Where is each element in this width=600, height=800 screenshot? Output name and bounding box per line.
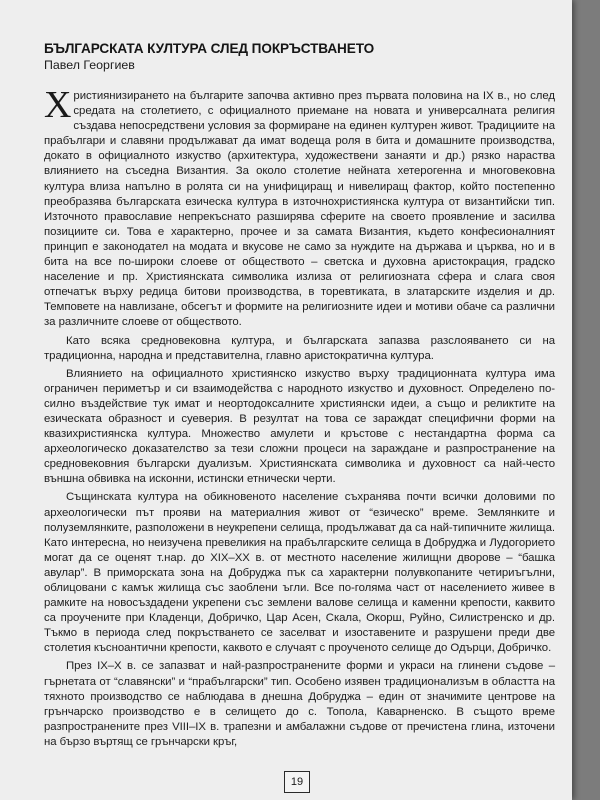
- paragraph-3: Влиянието на официалното християнско изкуство върху традиционната култура има ограничен периметър и си взаимодейства с народното изкуство и духовност. Определено по-силно въздействие тук имат и неортодоксалните християнски идеи, а също и реликтите на езическата образност и суеверия. В резултат на това се зараждат специфични форми на квазихристиянска култура. Множество амулети и кръстове с нестандартна форма са археологическо доказателство за тези сложни процеси на зараждане и разпространение на средновековния български дуализъм. Християнската символика и духовност са най-често външна обвивка на исконни, истински етнически черти.: [44, 367, 555, 486]
- paragraph-5: През IX–X в. се запазват и най-разпространените форми и украси на глинени съдове – гърнетата от “славянски” и “прабългарски” тип. Особено изявен традиционализъм в областта на тяхното производство се наблюдава в днешна Добруджа – един от значимите центрове на грънчарско производство е в селището до с. Топола, Каварненско. В същото време разпространените през VIII–IX в. трапезни и амбалажни съдове от пречистена глина, източени на бързо въртящ се грънчарски кръг,: [44, 660, 555, 748]
- page-number-box: [284, 771, 310, 793]
- paragraph-2: Като всяка средновековна култура, и българската запазва разслояването си на традиционна, народна и представителна, главно аристократична култура.: [44, 334, 555, 362]
- drop-cap: Х: [44, 84, 72, 126]
- paragraph-4: Същинската култура на обикновеното население съхранява почти всички доловими по археологически път прояви на материалния живот от “езическо” време. Землянките и полуземлянките, разположени в неукрепени селища, продължават да са най-типичните жилища. Като интересна, но неизучена превеликия на прабългарските селища в Добруджа и Лудогорието могат да се оценят т.нар. до XIX–XX в. от местното население жилищни дворове – “башка авулар”. В приморската зона на Добруджа пък са характерни полувкопаните четириъгълни, облицовани с камък жилища със заоблени ъгли. Все по-голяма част от населението живее в рамките на новосъздадени укрепени със землени валове селища и каменни крепости, каквито са проучените при Кладенци, Добричко, Цар Асен, Скала, Окорш, Руйно, Силистренско и др. Тъкмо в периода след покръстването се заселват и изоставените и разрушени преди две столетия късноантични крепости, каквото е случаят с проученото селище до Одърци, Добричко.: [44, 491, 555, 655]
- article: [44, 40, 555, 753]
- article-title: БЪЛГАРСКАТА КУЛТУРА СЛЕД ПОКРЪСТВАНЕТО: [44, 41, 375, 56]
- paragraph-1-text: ристиянизирането на българите започва активно през първата половина на IX в., но след средата на столетието, с официалното приемане на новата и универсалната религия създава непосредствени условия за формиране на единен културен живот. Традициите на прабългари и славяни продължават да имат водеща роля в бита и домашните производства, докато в официалното изкуство (архитектура, художествени занаяти и др.) рязко нараства влиянието на съседна Византия. За около столетие нейната хетерогенна и многовековна култура влиза напълно в ролята си на унифициращ и нивелиращ фактор, който постепенно преобразява българската езическа култура в източнохристиянска култура от византийски тип. Източното православие непрекъснато разширява сферите на своето проявление и засилва позициите си. Това е характерно, прочее и за самата Византия, където конфесионалният принцип е законодател на модата и вкусове не само за нуждите на държава и църква, но и в бита на все по-широки слоеве от обществото – светска и духовна аристокрация, градско население и пр. Християнската символика излиза от религиозната сфера и слага своя отпечатък върху редица битови производства, в торевтиката, в златарските изделия и др. Темповете на навлизане, обсегът и формите на религиозните идеи и мотиви обаче са различни за различните слоеве от обществото.: [44, 90, 555, 329]
- paragraph-1: [44, 84, 555, 331]
- page-number: 19: [290, 776, 304, 788]
- article-author: Павел Георгиев: [44, 58, 135, 72]
